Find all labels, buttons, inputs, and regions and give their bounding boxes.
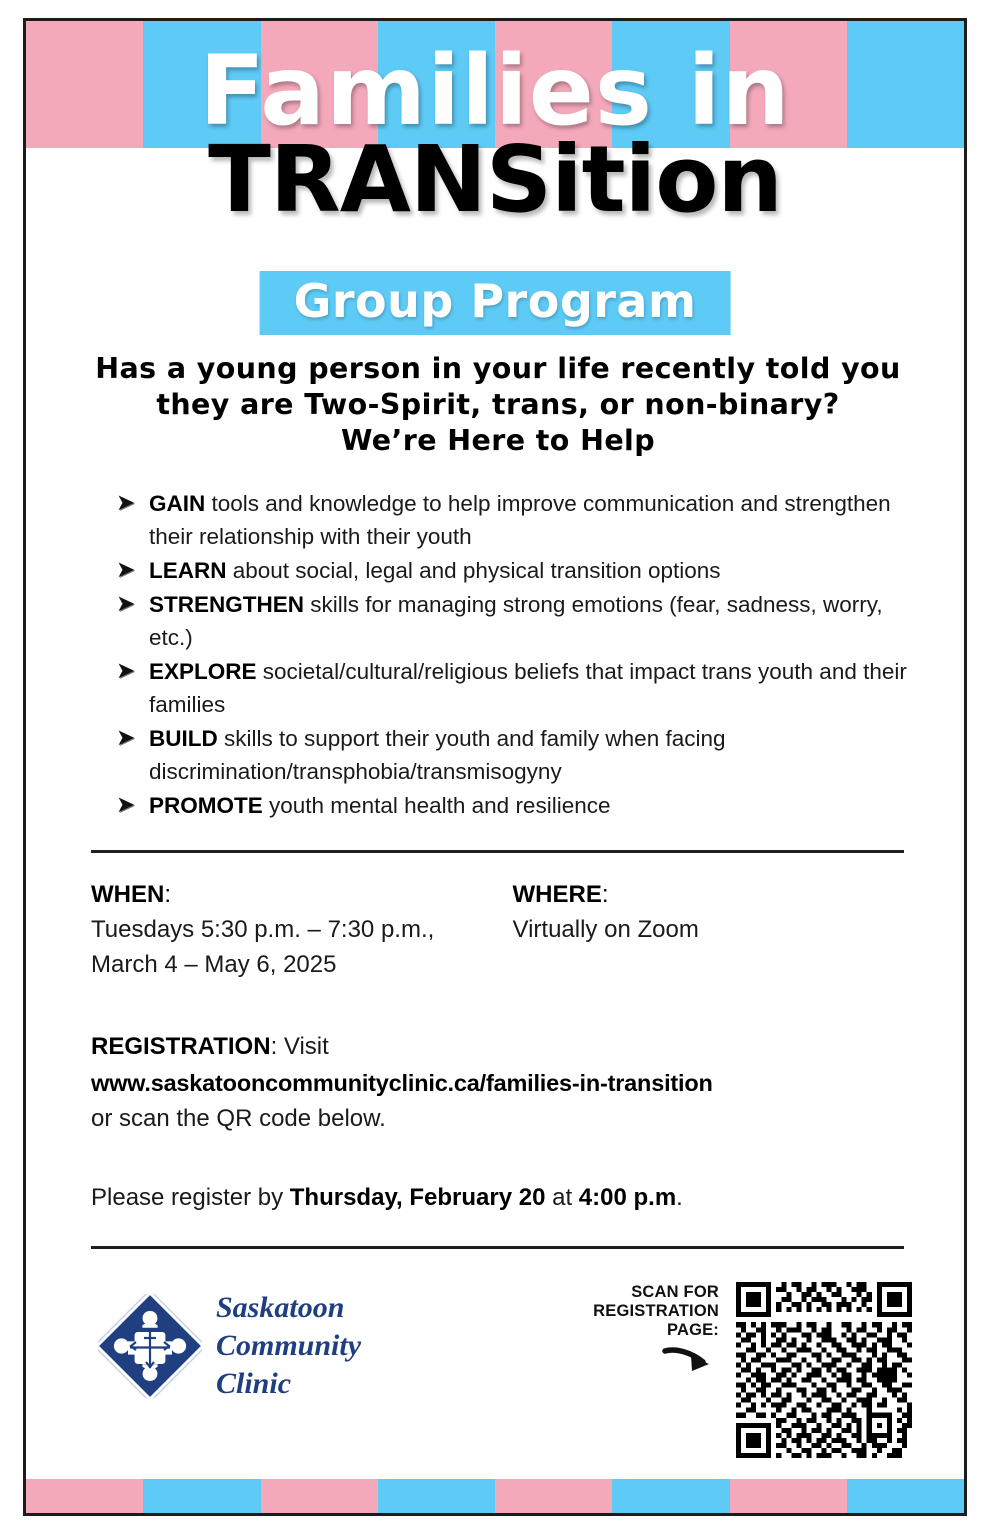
registration-deadline [91, 1181, 931, 1215]
list-item-text [149, 789, 926, 822]
stripe-blue-6 [378, 1479, 495, 1513]
deadline-suffix: . [676, 1184, 683, 1211]
list-item-text [149, 487, 926, 553]
details-section [91, 877, 921, 982]
list-item-text [149, 655, 926, 721]
list-item-rest: skills for managing strong emotions (fear, sadness, worry, etc.) [149, 592, 883, 650]
stripe-pink-5 [26, 1479, 143, 1513]
registration-label: REGISTRATION [91, 1033, 271, 1060]
logo-word-line-2: Community [216, 1329, 362, 1362]
list-item-rest: youth mental health and resilience [262, 793, 611, 818]
stripe-pink-7 [495, 1479, 612, 1513]
where-column [500, 877, 922, 982]
saskatoon-community-clinic-diamond-icon [98, 1294, 202, 1398]
when-line-2: March 4 – May 6, 2025 [91, 951, 337, 978]
where-label-row [513, 877, 922, 912]
where-label: WHERE [512, 881, 602, 908]
deadline-time: 4:00 p.m [578, 1184, 677, 1211]
list-item-text [149, 722, 926, 788]
headline-line-3: We’re Here to Help [340, 423, 656, 457]
title-line-transition: TRANSition [208, 126, 782, 233]
stripe-pink-8 [730, 1479, 847, 1513]
benefits-list [116, 487, 926, 823]
registration-url[interactable]: www.saskatooncommunityclinic.ca/families-in-transition [91, 1070, 713, 1096]
registration-label-suffix: : Visit [270, 1033, 329, 1060]
clinic-logo-wordmark [216, 1289, 361, 1403]
list-item-lead: LEARN [149, 558, 227, 583]
qr-code-image[interactable] [731, 1277, 917, 1463]
list-item-rest: tools and knowledge to help improve communication and strengthen their relationship with their youth [149, 491, 891, 549]
divider-lower [91, 1246, 904, 1249]
stripe-blue-5 [143, 1479, 260, 1513]
registration-label-row [91, 1029, 931, 1065]
list-item-lead: BUILD [149, 726, 218, 751]
list-item-lead: PROMOTE [149, 793, 263, 818]
list-item-text [149, 554, 926, 587]
qr-caption-column [581, 1277, 719, 1385]
bottom-stripe-banner [26, 1479, 964, 1513]
subtitle-highlight-box [260, 271, 731, 335]
qr-block [581, 1277, 917, 1463]
headline-line-2: they are Two-Spirit, trans, or non-binary? [156, 387, 840, 421]
list-item [116, 588, 926, 654]
registration-or-line: or scan the QR code below. [91, 1105, 386, 1132]
stripe-blue-7 [612, 1479, 729, 1513]
list-item [116, 655, 926, 721]
list-item-rest: about social, legal and physical transition options [226, 558, 721, 583]
qr-caption [581, 1277, 719, 1340]
when-line-1: Tuesdays 5:30 p.m. – 7:30 p.m., [91, 916, 435, 943]
arrow-bullet-icon: ➤ [116, 557, 136, 583]
list-item [116, 487, 926, 553]
registration-section [91, 1029, 931, 1137]
headline-line-1: Has a young person in your life recently told you [95, 352, 901, 385]
when-column [91, 877, 500, 982]
list-item-rest: societal/cultural/religious beliefs that impact trans youth and their families [149, 659, 907, 717]
qr-caption-line-3: PAGE: [666, 1321, 719, 1339]
list-item [116, 789, 926, 822]
arrow-bullet-icon: ➤ [116, 490, 136, 516]
arrow-bullet-icon: ➤ [116, 658, 136, 684]
deadline-date: Thursday, February 20 [289, 1184, 546, 1211]
divider-upper [91, 850, 904, 853]
logo-word-line-1: Saskatoon [216, 1291, 345, 1324]
qr-caption-line-2: REGISTRATION [593, 1302, 719, 1320]
when-colon: : [164, 881, 171, 908]
where-line-1: Virtually on Zoom [512, 916, 699, 943]
subtitle-group-program: Group Program [293, 274, 697, 328]
deadline-mid: at [545, 1184, 579, 1211]
list-item-text [149, 588, 926, 654]
when-label: WHEN [91, 881, 165, 908]
list-item-lead: EXPLORE [149, 659, 257, 684]
arrow-bullet-icon: ➤ [116, 792, 136, 818]
arrow-bullet-icon: ➤ [116, 725, 136, 751]
headline-question [56, 351, 940, 459]
list-item-lead: GAIN [149, 491, 206, 516]
where-colon: : [601, 881, 609, 908]
stripe-pink-6 [261, 1479, 378, 1513]
list-item-rest: skills to support their youth and family when facing discrimination/transphobia/transmisogyny [149, 726, 726, 784]
list-item-lead: STRENGTHEN [149, 592, 305, 617]
deadline-prefix: Please register by [91, 1184, 290, 1211]
title-line-families-in: Families in [199, 35, 791, 147]
stripe-blue-8 [847, 1479, 964, 1513]
arrow-bullet-icon: ➤ [116, 591, 136, 617]
list-item [116, 554, 926, 587]
clinic-logo-block [98, 1289, 361, 1403]
list-item [116, 722, 926, 788]
logo-word-line-3: Clinic [216, 1367, 292, 1400]
qr-caption-line-1: SCAN FOR [631, 1283, 719, 1301]
poster-canvas [23, 18, 967, 1516]
when-label-row [91, 877, 500, 912]
curved-arrow-icon [581, 1340, 719, 1385]
